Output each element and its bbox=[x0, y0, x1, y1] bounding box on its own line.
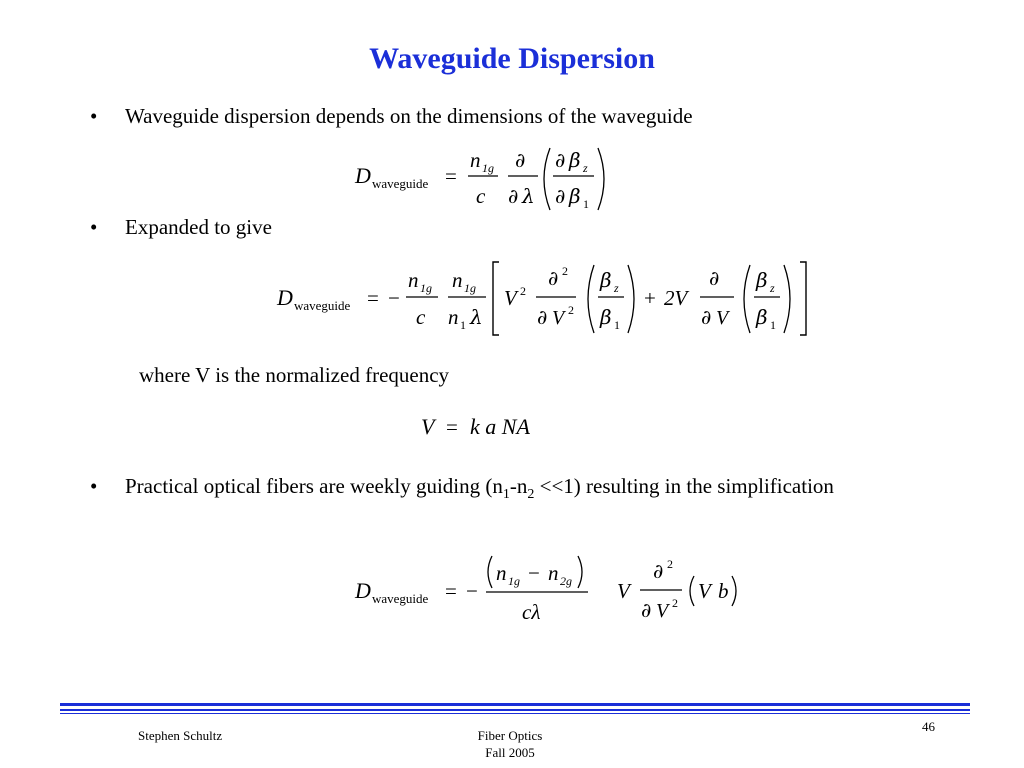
bullet-marker: • bbox=[90, 104, 98, 128]
eq-paren-right bbox=[578, 556, 582, 588]
eq-partial: ∂ bbox=[641, 598, 652, 622]
eq-sup-2: 2 bbox=[562, 264, 568, 278]
footer-course-title: Fiber Optics bbox=[477, 728, 543, 743]
eq-n: n bbox=[548, 561, 559, 585]
eq-n: n bbox=[408, 268, 419, 292]
eq-sub-1: 1 bbox=[770, 318, 776, 332]
eq-equals: = bbox=[445, 164, 457, 188]
eq-beta: β bbox=[569, 184, 581, 208]
eq-symbol-d: D bbox=[277, 285, 293, 310]
eq-sub-1g: 1g bbox=[508, 574, 520, 588]
eq-plus: + bbox=[644, 286, 656, 310]
eq-paren-left bbox=[690, 576, 694, 606]
eq-equals: = bbox=[367, 286, 379, 310]
footer-rule bbox=[60, 713, 970, 714]
eq-v: V bbox=[698, 579, 711, 603]
eq-sub-1: 1 bbox=[583, 197, 589, 211]
eq-sub-2g: 2g bbox=[560, 574, 572, 588]
eq-n: n bbox=[452, 268, 463, 292]
eq-minus: − bbox=[528, 561, 540, 585]
page-number: 46 bbox=[922, 719, 935, 734]
eq-bracket-right bbox=[800, 262, 806, 335]
eq-n: n bbox=[496, 561, 507, 585]
eq-c-lambda: cλ bbox=[522, 600, 541, 624]
eq-paren-left bbox=[544, 148, 550, 210]
eq-paren-left bbox=[488, 556, 492, 588]
bullet-marker: • bbox=[90, 215, 98, 239]
eq-sup-2: 2 bbox=[568, 303, 574, 317]
eq-lambda: λ bbox=[522, 184, 535, 208]
footer-author: Stephen Schultz bbox=[138, 728, 223, 743]
eq-2v: 2V bbox=[664, 286, 688, 310]
eq-beta: β bbox=[600, 305, 612, 329]
subscript-1: 1 bbox=[502, 487, 510, 503]
eq-paren-left bbox=[744, 265, 750, 333]
eq-subscript-waveguide: waveguide bbox=[372, 591, 429, 606]
eq-v: V bbox=[656, 600, 669, 622]
eq-b: b bbox=[718, 579, 729, 603]
eq-partial: ∂ bbox=[701, 305, 712, 329]
eq-sub-1g: 1g bbox=[464, 281, 476, 295]
eq-v: V bbox=[421, 414, 435, 439]
eq-v: V bbox=[552, 307, 565, 329]
equation-waveguide-dispersion bbox=[350, 145, 620, 215]
eq-partial: ∂ bbox=[709, 266, 720, 290]
eq-paren-right bbox=[628, 265, 634, 333]
bullet-text-part: -n bbox=[509, 474, 528, 498]
eq-partial: ∂ bbox=[548, 266, 559, 290]
eq-sub-z: z bbox=[583, 161, 588, 175]
footer-term: Fall 2005 bbox=[485, 745, 535, 760]
eq-minus: − bbox=[466, 579, 478, 603]
eq-paren-right bbox=[784, 265, 790, 333]
eq-v: V bbox=[617, 579, 630, 603]
eq-subscript-waveguide: waveguide bbox=[372, 176, 429, 191]
bullet-marker: • bbox=[90, 474, 98, 498]
eq-subscript-waveguide: waveguide bbox=[294, 298, 351, 313]
eq-partial: ∂ bbox=[515, 148, 526, 172]
eq-beta: β bbox=[569, 148, 581, 172]
eq-c: c bbox=[476, 184, 486, 208]
eq-paren-right bbox=[598, 148, 604, 210]
eq-beta: β bbox=[756, 305, 768, 329]
eq-rhs: k a NA bbox=[470, 414, 530, 439]
eq-beta: β bbox=[600, 268, 612, 292]
normalized-frequency-note: where V is the normalized frequency bbox=[139, 363, 450, 387]
eq-n: n bbox=[470, 148, 481, 172]
eq-paren-left bbox=[588, 265, 594, 333]
eq-sub-1g: 1g bbox=[420, 281, 432, 295]
bullet-text: Expanded to give bbox=[125, 215, 272, 239]
eq-partial: ∂ bbox=[555, 148, 566, 172]
eq-lambda: λ bbox=[470, 305, 483, 329]
eq-sup-2: 2 bbox=[672, 596, 678, 610]
equation-expanded bbox=[272, 257, 817, 342]
eq-sub-1: 1 bbox=[614, 318, 620, 332]
eq-v: V bbox=[716, 307, 729, 329]
equation-simplification bbox=[350, 548, 750, 628]
eq-partial: ∂ bbox=[537, 305, 548, 329]
bullet-text: Waveguide dispersion depends on the dimensions of the waveguide bbox=[125, 104, 693, 128]
eq-n: n bbox=[448, 305, 459, 329]
eq-partial: ∂ bbox=[508, 184, 519, 208]
eq-paren-right bbox=[732, 576, 736, 606]
eq-c: c bbox=[416, 305, 426, 329]
eq-sup-2: 2 bbox=[520, 284, 526, 298]
eq-beta: β bbox=[756, 268, 768, 292]
subscript-2: 2 bbox=[527, 487, 535, 503]
eq-sub-z: z bbox=[614, 281, 619, 295]
eq-sub-1: 1 bbox=[460, 318, 466, 332]
footer-course bbox=[470, 727, 550, 761]
slide-title: Waveguide Dispersion bbox=[369, 42, 655, 75]
eq-symbol-d: D bbox=[355, 163, 371, 188]
footer-rule bbox=[60, 703, 970, 706]
eq-minus: − bbox=[388, 286, 400, 310]
footer-rule bbox=[60, 709, 970, 711]
eq-sup-2: 2 bbox=[667, 557, 673, 571]
eq-sub-1g: 1g bbox=[482, 161, 494, 175]
eq-symbol-d: D bbox=[355, 578, 371, 603]
eq-partial: ∂ bbox=[653, 559, 664, 583]
bullet-text bbox=[125, 471, 885, 510]
eq-partial: ∂ bbox=[555, 184, 566, 208]
eq-equals: = bbox=[446, 415, 458, 439]
eq-sub-z: z bbox=[770, 281, 775, 295]
eq-equals: = bbox=[445, 579, 457, 603]
eq-bracket-left bbox=[493, 262, 499, 335]
eq-v: V bbox=[504, 286, 517, 310]
equation-normalized-frequency bbox=[418, 408, 558, 442]
bullet-text-part: <<1) resulting in the simplification bbox=[534, 474, 834, 498]
bullet-text-part: Practical optical fibers are weekly guiding (n bbox=[125, 474, 503, 498]
